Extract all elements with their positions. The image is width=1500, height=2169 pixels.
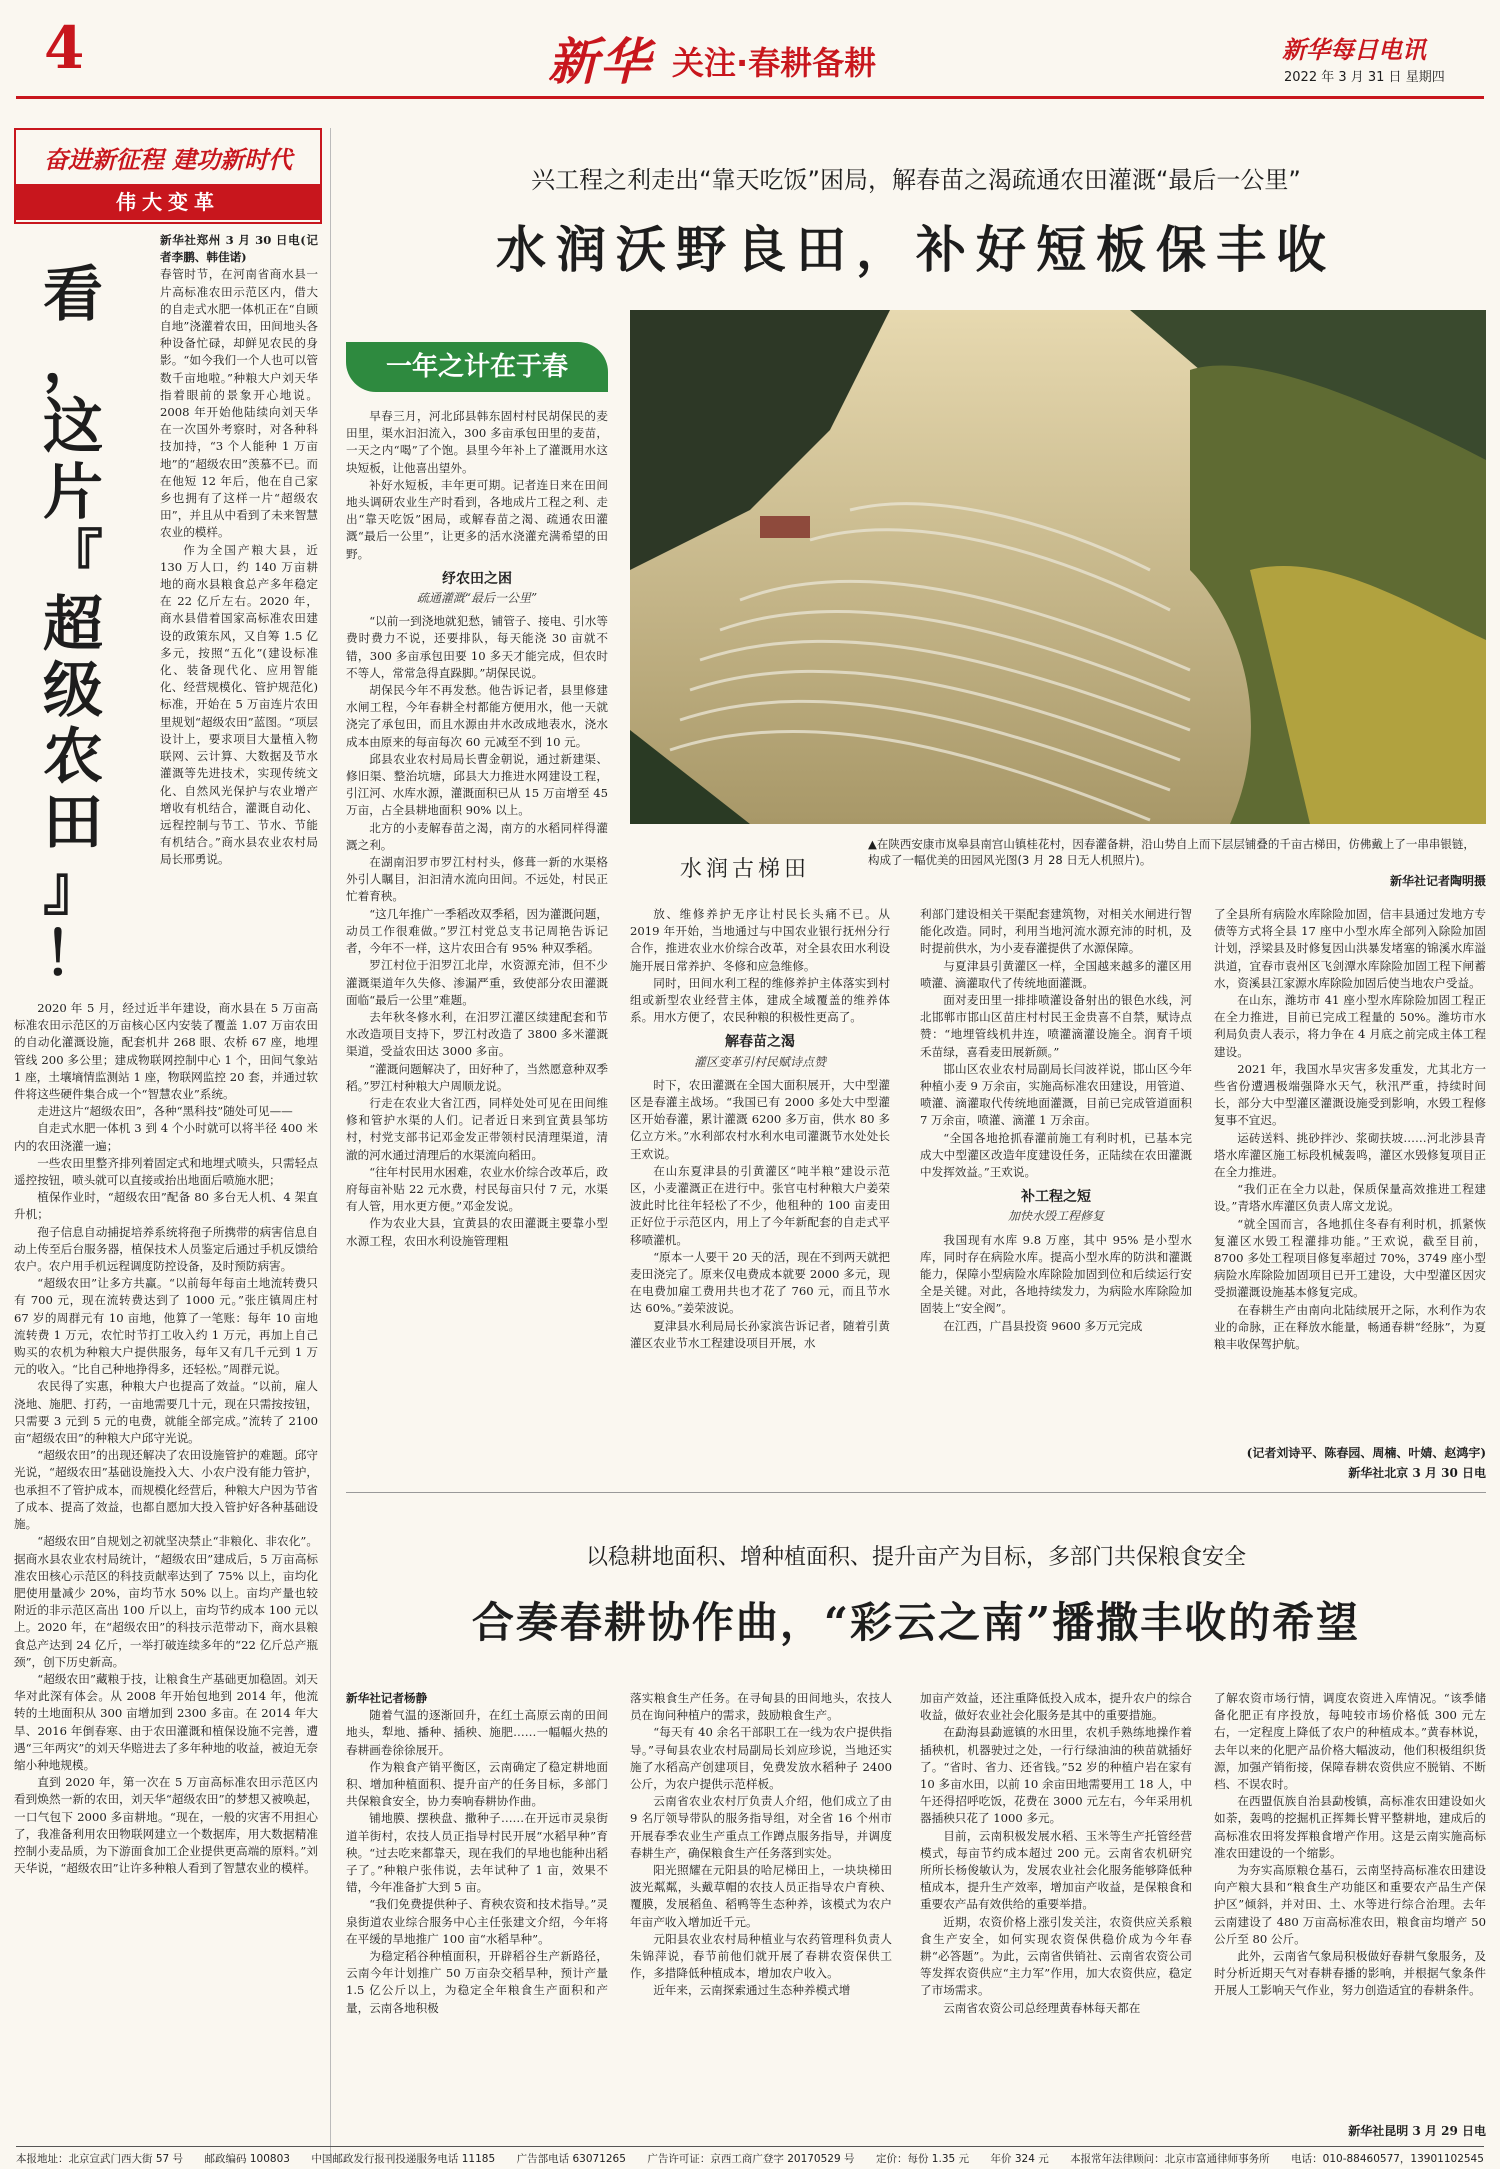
story3-paragraph: “我们免费提供种子、育秧农资和技术指导。”灵泉街道农业综合服务中心主任张建文介绍，今年将在平缓的旱地推广 100 亩“水稻旱种”。 xyxy=(346,1897,608,1946)
story2-paragraph: “以前一到浇地就犯愁，铺管子、接电、引水等费时费力不说，还要排队，每天能浇 30 亩就不错，300 多亩承包田要 10 多天才能完成，但农时不等人，常常急得直跺脚。”胡保民说。 xyxy=(346,614,608,680)
story2-paragraph: 夏津县水利局局长孙家滨告诉记者，随着引黄灌区农业节水工程建设项目开展，水 xyxy=(630,1318,890,1350)
story2-banner: 一年之计在于春 xyxy=(346,342,608,392)
story3-paragraph: 阳光照耀在元阳县的哈尼梯田上，一块块梯田波光粼粼，头戴草帽的农技人员正指导农户育秧、覆膜，发展稻鱼、稻鸭等生态种养，该模式为农户年亩产收入增加近千元。 xyxy=(630,1863,892,1929)
story2-paragraph: 邱县农业农村局局长曹金朝说，通过新建渠、修旧渠、整治坑塘，邱县大力推进水网建设工程，引江河、水库水源，灌溉面积已从 15 万亩增至 45 万亩，占全县耕地面积 90% 以上。 xyxy=(346,751,608,818)
photo-caption-title: 水润古梯田 xyxy=(679,857,810,882)
story3-byline: 新华社记者杨静 xyxy=(346,1691,428,1705)
story2-col2 xyxy=(630,906,890,1446)
story1-paragraph: 作为全国产粮大县，近 130 万人口，约 140 万亩耕地的商水县粮食总产多年稳定在 22 亿斤左右。2020 年，商水县借着国家高标准农田建设的政策东风，又自筹 1.5 亿多元，按照“五化”(建设标准化、装备现代化、应用智能化、经营规模化、管护规范化)标准，开始在 5 万亩连片农田里规划“超级农田”蓝图。“项层设计上，要求项目大量植入物联网、云计算、大数据及节水灌溉等先进技术，实现传统文化、自然风光保护与农业增产增收有机结合，灌溉自动化、远程控制与节工、节水、节能有机结合。”商水县农业农村局局长邢勇说。 xyxy=(160,542,318,867)
masthead xyxy=(0,0,1500,102)
section-heading: 纾农田之困 xyxy=(442,570,512,587)
story2-paragraph: “我们正在全力以赴，保质保量高效推进工程建设。”青塔水库灌区负责人席文龙说。 xyxy=(1214,1182,1486,1214)
footer-item: 本报地址：北京宣武门西大街 57 号 xyxy=(16,2153,184,2165)
story2-paragraph: 邯山区农业农村局副局长闫波祥说，邯山区今年种植小麦 9 万余亩，实施高标准农田建设，用管道、喷灌、滴灌取代传统地面灌溉，目前已完成管道面积 7 万余亩，喷灌、滴灌 1 万余亩。 xyxy=(920,1061,1192,1128)
story2-paragraph: 胡保民今年不再发愁。他告诉记者，县里修建水闸工程，今年春耕全村都能方便用水，他一天就浇完了承包田，而且水源由井水改成地表水，浇水成本由原来的每亩每次 60 元减至不到 10 元。 xyxy=(346,683,608,749)
story2-byline: (记者刘诗平、陈春园、周楠、叶婧、赵鸿宇) xyxy=(1246,1446,1486,1460)
footer-item: 广告许可证：京西工商广登字 20170529 号 xyxy=(647,2153,855,2165)
story1-vertical-title: 看 ， 这 片 『 超 级 农 田 』 ！ xyxy=(43,260,103,990)
section-subheading: 加快水毁工程修复 xyxy=(1007,1209,1104,1224)
footer-item: 广告部电话 63071265 xyxy=(516,2153,626,2165)
photo-credit: 新华社记者陶明摄 xyxy=(1389,874,1486,888)
story2-paragraph: “全国各地抢抓春灌前施工有利时机，已基本完成大中型灌区改造年度建设任务，正陆续在农田灌溉中发挥效益。”王欢说。 xyxy=(920,1130,1192,1180)
story2-paragraph: “往年村民用水困难，农业水价综合改革后，政府每亩补贴 22 元水费，村民每亩只付 7 元，水渠有人管，用水更方便。”邓金发说。 xyxy=(346,1164,608,1214)
story3-paragraph: 加亩产效益，还注重降低投入成本，提升农户的综合收益，做好农业社会化服务是其中的重要措施。 xyxy=(920,1691,1192,1723)
footer-item: 邮政编码 100803 xyxy=(204,2153,290,2165)
story3-col1 xyxy=(346,1690,608,2140)
story1-col-top xyxy=(160,232,318,992)
story3-paragraph: 了解农资市场行情，调度农资进入库情况。“该季储备化肥正有序投放，每吨较市场价格低 300 元左右，一定程度上降低了农户的种植成本。”黄春林说，去年以来的化肥产品价格大幅波动，他们积极组织货源，加强产销衔接，保障春耕农资供应不脱销、不断档、不误农时。 xyxy=(1214,1691,1486,1792)
story2-paragraph: 在山东夏津县的引黄灌区“吨半粮”建设示范区，小麦灌溉正在进行中。张官屯村种粮大户姜荣波此时比往年轻松了不少，他租种的 100 亩麦田正好位于示范区内，用上了今年新配套的自走式平移喷灌机。 xyxy=(630,1163,890,1247)
story2-paragraph: 了全县所有病险水库除险加固，信丰县通过发地方专债等方式将全县 17 座中小型水库全部列入除险加固计划，浮梁县及时修复因山洪暴发堵塞的锦溪水库溢洪道，宜春市袁州区飞剑潭水库除险加固工程下闸蓄水，资溪县江家源水库除险加固后使当地农户受益。 xyxy=(1214,907,1486,990)
story1-paragraph: “超级农田”的出现还解决了农田设施管护的难题。邱守光说，“超级农田”基础设施投入大、小农户没有能力管护，也承担不了管护成本，而规模化经营后，种粮大户因为节省了成本、提高了效益，也都自愿加大投入管护好各种基础设施。 xyxy=(14,1448,318,1532)
story2-paragraph: 在江西，广昌县投资 9600 多万元完成 xyxy=(943,1318,1143,1333)
story3-paragraph: 元阳县农业农村局种植业与农药管理科负责人朱锦萍说，春节前他们就开展了春耕农资保供工作，多措降低种植成本，增加农户收入。 xyxy=(630,1931,892,1981)
story1-paragraph: 走进这片“超级农田”，各种“黑科技”随处可见—— xyxy=(37,1104,293,1119)
story3-paragraph: 为夯实高原粮仓基石，云南坚持高标准农田建设向产粮大县和“粮食生产功能区和重要农产品生产保护区”倾斜，并对田、土、水等进行综合治理。去年云南建设了 480 万亩高标准农田，粮食亩均增产 50 公斤至 80 公斤。 xyxy=(1214,1863,1486,1946)
story2-paragraph: 行走在农业大省江西，同样处处可见在田间维修和管护水渠的人们。记者近日来到宜黄县邹坊村，村党支部书记邓金发正带领村民清理渠道，清澈的河水通过清理后的水渠流向稻田。 xyxy=(346,1095,608,1162)
story2-paragraph: 作为农业大县，宜黄县的农田灌溉主要靠小型水源工程，农田水利设施管理粗 xyxy=(346,1216,608,1248)
story3-col2 xyxy=(630,1690,892,2140)
section-divider xyxy=(346,1492,1486,1493)
story3-paragraph: 铺地膜、摆秧盘、撒种子……在开远市灵泉街道羊街村，农技人员正指导村民开展“水稻早种”育秧。“过去吃来都靠天，现在我们的早地也能种出稻子了。”种粮户张伟说，去年试种了 1 亩，效果不错，今年准备扩大到 5 亩。 xyxy=(346,1811,608,1895)
story2-paragraph: 运砖送料、挑砂拌沙、浆砌扶坡……河北涉县青塔水库灌区施工标段机械轰鸣，灌区水毁修复项目正在全力推进。 xyxy=(1214,1130,1486,1180)
story3-paragraph: 随着气温的逐渐回升，在红土高原云南的田间地头，犁地、播种、插秧、施肥……一幅幅火热的春耕画卷徐徐展开。 xyxy=(346,1708,608,1757)
section-heading: 解春苗之渴 xyxy=(725,1034,795,1051)
footer-rule xyxy=(16,2146,1484,2147)
photo-caption: ▲在陕西安康市岚皋县南宫山镇桂花村，因春灌备耕，沿山势自上而下层层铺叠的千亩古梯田，仿佛戴上了一串串银链，构成了一幅优美的田园风光图(3 月 28 日无人机照片)。 xyxy=(868,837,1475,867)
story2-paragraph: 补好水短板，丰年更可期。记者连日来在田间地头调研农业生产时看到，各地成片工程之利、走出“靠天吃饭”困局，或解春苗之渴、疏通农田灌溉“最后一公里”，让更多的活水浇灌充满希望的田野。 xyxy=(346,477,608,561)
column-badge xyxy=(14,128,322,224)
story3-paragraph: 此外，云南省气象局积极做好春耕气象服务，及时分析近期天气对春耕春播的影响，并根据气象条件开展人工影响天气作业，努力创造适宜的春耕条件。 xyxy=(1214,1949,1486,1998)
section-subheading: 疏通灌溉“最后一公里” xyxy=(416,591,538,606)
story3-col4 xyxy=(1214,1690,1486,2118)
footer-item: 本报常年法律顾问：北京市富通律师事务所 xyxy=(1070,2153,1270,2165)
footer-item: 定价：每份 1.35 元 xyxy=(875,2153,970,2165)
footer-item: 年价 324 元 xyxy=(990,2153,1049,2165)
footer-item: 电话：010-88460577，13901102545 xyxy=(1291,2153,1484,2165)
story1-dateline: 新华社郑州 3 月 30 日电(记者李鹏、韩佳诺) xyxy=(160,233,318,265)
story3-end-dateline: 新华社昆明 3 月 29 日电 xyxy=(1348,2124,1486,2138)
story2-kicker: 兴工程之利走出“靠天吃饭”困局，解春苗之渴疏通农田灌溉“最后一公里” xyxy=(531,166,1301,194)
story3-col3 xyxy=(920,1690,1192,2140)
story3-paragraph: 为稳定稻谷种植面积，开辟稻谷生产新路径，云南今年计划推广 50 万亩杂交稻旱种，预计产量 1.5 亿公斤以上，为稳定全年粮食生产面积和产量，云南各地积极 xyxy=(346,1949,608,2015)
story1-paragraph: 2020 年 5 月，经过近半年建设，商水县在 5 万亩高标准农田示范区的万亩核心区内安装了覆盖 1.07 万亩农田的自动化灌溉设施，配套机井 268 眼、农桥 67 座，地埋管线 200 多公里；建成物联网控制中心 1 个，田间气象站 1 座，土壤墒情监测站 1 座，物联网监控 20 套，并通过软件将这些硬件集合成一个“智慧农业”系统。 xyxy=(14,1001,318,1102)
story3-headline: 合奏春耕协作曲，“彩云之南”播撒丰收的希望 xyxy=(471,1598,1361,1647)
story3-paragraph: 近期，农资价格上涨引发关注，农资供应关系粮食生产安全，如何实现农资保供稳价成为今年春耕“必答题”。为此，云南省供销社、云南省农资公司等发挥农资供应“主力军”作用，加大农资供应，稳定了市场需求。 xyxy=(920,1914,1192,1998)
story1-paragraph: 直到 2020 年，第一次在 5 万亩高标准农田示范区内看到焕然一新的农田，刘天华“超级农田”的梦想又被唤起，一口气包下 2000 多亩耕地。“现在，一般的灾害不用担心了，我准备利用农田物联网建立一个数据库，用大数据精准控制小麦品质，为下游面食加工企业提供更高端的原料。”刘天华说，“超级农田”让许多种粮人看到了智慧农业的模样。 xyxy=(14,1775,318,1876)
story1-paragraph: 植保作业时，“超级农田”配备 80 多台无人机、4 架直升机； xyxy=(14,1190,318,1222)
story1-paragraph: 自走式水肥一体机 3 到 4 个小时就可以将半径 400 米内的农田浇灌一遍； xyxy=(14,1121,318,1153)
story2-paragraph: 放、维修养护无序让村民长头痛不已。从 2019 年开始，当地通过与中国农业银行抚州分行合作，推进农业水价综合改革，对全县农田水利设施开展日常养护、冬修和应急维修。 xyxy=(630,907,890,973)
story3-paragraph: 云南省农资公司总经理黄春林每天都在 xyxy=(943,2000,1141,2015)
masthead-rule xyxy=(16,96,1484,99)
story3-paragraph: 作为粮食产销平衡区，云南确定了稳定耕地面积、增加种植面积、提升亩产的任务目标，多部门共保粮食安全，协力奏响春耕协作曲。 xyxy=(346,1759,608,1809)
issue-date: 2022 年 3 月 31 日 星期四 xyxy=(1284,70,1445,85)
footer-item: 中国邮政发行报刊投递服务电话 11185 xyxy=(311,2153,496,2165)
story1-paragraph: 一些农田里整齐排列着固定式和地埋式喷头，只需轻点遥控按钮，喷头就可以直接或抬出地面后喷施水肥； xyxy=(14,1155,318,1188)
story1-paragraph: 春管时节，在河南省商水县一片高标准农田示范区内，借大的自走式水肥一体机正在“自顾自地”浇灌着农田，田间地头各种设备忙碌，却鲜见农民的身影。“如今我们一个人也可以管数千亩地啦。”种粮大户刘天华指着眼前的景象开心地说。2008 年开始他陆续向刘天华在一次国外考察时，对各种科技加持，“3 个人能种 1 万亩地”的“超级农田”羡慕不已。而在他短 12 年后，他在自己家乡也拥有了这样一片“超级农田”，并且从中看到了未来智慧农业的模样。 xyxy=(160,267,318,540)
badge-title: 奋进新征程 建功新时代 xyxy=(43,146,293,174)
story2-paragraph: 利部门建设相关干渠配套建筑物，对相关水闸进行智能化改造。同时，利用当地河流水源充沛的时机，及时提前供水，为小麦春灌提供了水源保障。 xyxy=(920,907,1192,956)
story2-col3 xyxy=(920,906,1192,1446)
story1-col-bottom xyxy=(14,1000,318,2140)
story2-paragraph: 早春三月，河北邱县韩东固村村民胡保民的麦田里，渠水汩汩流入，300 多亩承包田里的麦苗，一天之内“喝”了个饱。县里今年补上了灌溉用水这块短板，让他喜出望外。 xyxy=(346,409,608,475)
story2-paragraph: 在春耕生产由南向北陆续展开之际，水利作为农业的命脉，正在释放水能量，畅通春耕“经脉”，为夏粮丰收保驾护航。 xyxy=(1214,1302,1486,1352)
badge-subtitle: 伟大变革 xyxy=(16,184,320,220)
story2-headline: 水润沃野良田，补好短板保丰收 xyxy=(496,220,1336,279)
story2-paragraph: 北方的小麦解春苗之渴，南方的水稻同样得灌溉之利。 xyxy=(346,820,608,852)
story1-paragraph: “超级农田”让多方共赢。“以前每年每亩土地流转费只有 700 元，现在流转费达到了 1000 元。”张庄镇周庄村 67 岁的周群元有 10 亩地，他算了一笔账：每年 10 亩地流转费 1 万元，农忙时节打工收入约 1 万元，再加上自己购买的农机为种粮大户提供服务，每年又有几千元到 1 万元的收入。“比自己种地挣得多，还轻松。”周群元说。 xyxy=(14,1276,318,1377)
section-subheading: 灌区变革引村民赋诗点赞 xyxy=(693,1054,826,1069)
story2-paragraph: “灌溉问题解决了，田好种了，当然愿意种双季稻。”罗江村种粮大户周顺龙说。 xyxy=(346,1061,608,1093)
story3-paragraph: 落实粮食生产任务。在寻甸县的田间地头，农技人员在询问种植户的需求，鼓励粮食生产。 xyxy=(630,1691,892,1723)
brand-logo: 新华 xyxy=(548,32,652,91)
story1-paragraph: “超级农田”藏粮于技，让粮食生产基础更加稳固。刘天华对此深有体会。从 2008 年开始包地到 2014 年，他流转的土地面积从 300 亩增加到 2300 多亩。在 2014 年大旱、2016 年倒春寒、由于农田灌溉和植保设施不完善，遭遇“三年两灾”的刘天华赔进去了多年种地的收益，被迫无奈缩小种地规模。 xyxy=(14,1671,318,1772)
paper-name: 新华每日电讯 xyxy=(1282,36,1426,64)
story2-paragraph: “原本一人要干 20 天的活，现在不到两天就把麦田浇完了。原来仅电费成本就要 2000 多元，现在电费加雇工费用共也才花了 760 元，而且节水达 60%。”姜荣波说。 xyxy=(630,1249,890,1316)
story1-paragraph: 农民得了实惠，种粮大户也提高了效益。“以前，雇人浇地、施肥、打药，一亩地需要几十元，现在只需按按钮，只需要 3 元到 5 元的电费，就能全部完成。”流转了 2100 亩“超级农田”的种粮大户邱守光说。 xyxy=(14,1379,318,1446)
story3-paragraph: 云南省农业农村厅负责人介绍，他们成立了由 9 名厅领导带队的服务指导组，对全省 16 个州市开展春季农业生产重点工作蹲点服务指导，并调度春耕生产，确保粮食生产任务落到实处。 xyxy=(630,1794,892,1860)
footer xyxy=(16,2151,1484,2166)
story1-paragraph: “超级农田”自规划之初就坚决禁止“非粮化、非农化”。据商水县农业农村局统计，“超级农田”建成后，5 万亩高标准农田核心示范区的科技贡献率达到了 75% 以上，亩均化肥使用量减少 20%，亩均节水 50% 以上。亩均产量也较附近的非示范区高出 100 斤以上，亩均节约成本 100 元以上。2020 年，在“超级农田”的科技示范带动下，商水县粮食总产达到 24 亿斤，一举打破连续多年的“22 亿斤总产瓶颈”，创下历史新高。 xyxy=(14,1534,318,1669)
story3-kicker: 以稳耕地面积、增种植面积、提升亩产为目标，多部门共保粮食安全 xyxy=(585,1545,1246,1570)
section-heading: 补工程之短 xyxy=(1021,1189,1091,1206)
story3-paragraph: 在西盟佤族自治县勐梭镇，高标准农田建设如火如荼，轰鸣的挖掘机正挥舞长臂平整耕地，建成后的高标准农田将发挥粮食增产作用。这是云南实施高标准农田建设的一个缩影。 xyxy=(1214,1794,1486,1860)
story2-paragraph: “就全国而言，各地抓住冬春有利时机，抓紧恢复灌区水毁工程灌排功能。”王欢说，截至目前，8700 多处工程项目修复率超过 70%，3749 座小型病险水库除险加固项目已开工建设，大中型灌区因灾受损灌溉设施基本修复完成。 xyxy=(1214,1216,1486,1300)
story2-paragraph: “这几年推广一季稻改双季稻，因为灌溉问题，动员工作很难做。”罗江村党总支书记周艳告诉记者，今年不一样，这片农田合有 95% 种双季稻。 xyxy=(346,906,608,956)
story3-paragraph: “每天有 40 余名干部职工在一线为农户提供指导。”寻甸县农业农村局副局长刘应珍说，当地还实施了水稻高产创建项目，免费发放水稻种子 2400 公斤，为农户提供示范样板。 xyxy=(630,1725,892,1792)
story2-paragraph: 与夏津县引黄灌区一样，全国越来越多的灌区用喷灌、滴灌取代了传统地面灌溉。 xyxy=(920,958,1192,990)
page-number: 4 xyxy=(44,14,85,82)
terraced-fields-photo xyxy=(630,310,1486,824)
terrace-illustration xyxy=(630,310,1486,824)
story3-paragraph: 在勐海县勐遮镇的水田里，农机手熟练地操作着插秧机，机器驶过之处，一行行绿油油的秧苗就插好了。“省时、省力、还省钱。”52 岁的种植户岩在家有 10 多亩水田，以前 10 余亩田地需要用工 18 人，中午还得招呼吃饭，花费在 3000 元左右，今年采用机器插秧只花了 1000 多元。 xyxy=(920,1725,1192,1826)
story2-col-lead xyxy=(346,408,608,1438)
story1-paragraph: 孢子信息自动捕捉培养系统将孢子所携带的病害信息自动上传至后台服务器，植保技术人员鉴定后通过手机反馈给农户。农户用手机远程调度防控设备，及时预防病害。 xyxy=(14,1224,318,1274)
story2-paragraph: 同时，田间水利工程的维修养护主体落实到村组或新型农业经营主体，建成全域覆盖的维养体系。用水方便了，农民种粮的积极性更高了。 xyxy=(630,975,890,1025)
story2-end-dateline: 新华社北京 3 月 30 日电 xyxy=(1348,1466,1486,1480)
column-divider xyxy=(330,128,331,2158)
story2-paragraph: 面对麦田里一排排喷灌设备射出的银色水线，河北邯郸市邯山区苗庄村村民王金贵喜不自禁，赋诗点赞：“地埋管线机井连，喷灌滴灌设施全。润育千顷禾苗绿，喜看麦田展新颜。” xyxy=(920,993,1192,1059)
story2-paragraph: 在湖南汨罗市罗江村村头，修葺一新的水渠格外引人瞩目，汩汩清水流向田间。不远处，村民正忙着育秧。 xyxy=(346,855,608,904)
story2-paragraph: 2021 年，我国水旱灾害多发重发，尤其北方一些省份遭遇极端强降水天气，秋汛严重，持续时间长，部分大中型灌区灌溉设施受到影响，水毁工程修复事不宜迟。 xyxy=(1214,1061,1486,1128)
story2-paragraph: 去年秋冬修水利，在汨罗江灌区续建配套和节水改造项目支持下，罗江村改造了 3800 多米灌溉渠道，受益农田达 3000 多亩。 xyxy=(346,1009,608,1059)
story2-paragraph: 时下，农田灌溉在全国大面积展开，大中型灌区是春灌主战场。“我国已有 2000 多处大中型灌区开始春灌，累计灌溉 6200 多万亩，供水 80 多亿立方米。”水利部农村水利水电司灌溉节水处处长王欢说。 xyxy=(630,1077,890,1161)
section-title: 关注·春耕备耕 xyxy=(672,44,877,82)
story3-paragraph: 目前，云南积极发展水稻、玉米等生产托管经营模式，每亩节约成本超过 200 元。云南省农机研究所所长杨俊敏认为，发展农业社会化服务能够降低种植成本，提升生产效率，增加亩产收益，是保粮食和重要农产品有效供给的重要举措。 xyxy=(920,1828,1192,1912)
story2-paragraph: 在山东，潍坊市 41 座小型水库除险加固工程正在全力推进，目前已完成工程量的 50%。潍坊市水利局负责人表示，将力争在 4 月底之前完成主体工程建设。 xyxy=(1214,993,1486,1059)
story3-paragraph: 近年来，云南探索通过生态种养模式增 xyxy=(653,1983,851,1998)
story2-paragraph: 罗江村位于汨罗江北岸，水资源充沛，但不少灌溉渠道年久失修、渗漏严重，致使部分农田灌溉面临“最后一公里”难题。 xyxy=(346,958,608,1007)
story2-paragraph: 我国现有水库 9.8 万座，其中 95% 是小型水库，同时存在病险水库。提高小型水库的防洪和灌溉能力，保障小型病险水库除险加固到位和后续运行安全是关键。对此，各地持续发力，为病险水库除险加固装上“安全阀”。 xyxy=(920,1232,1192,1316)
story2-col4 xyxy=(1214,906,1486,1446)
